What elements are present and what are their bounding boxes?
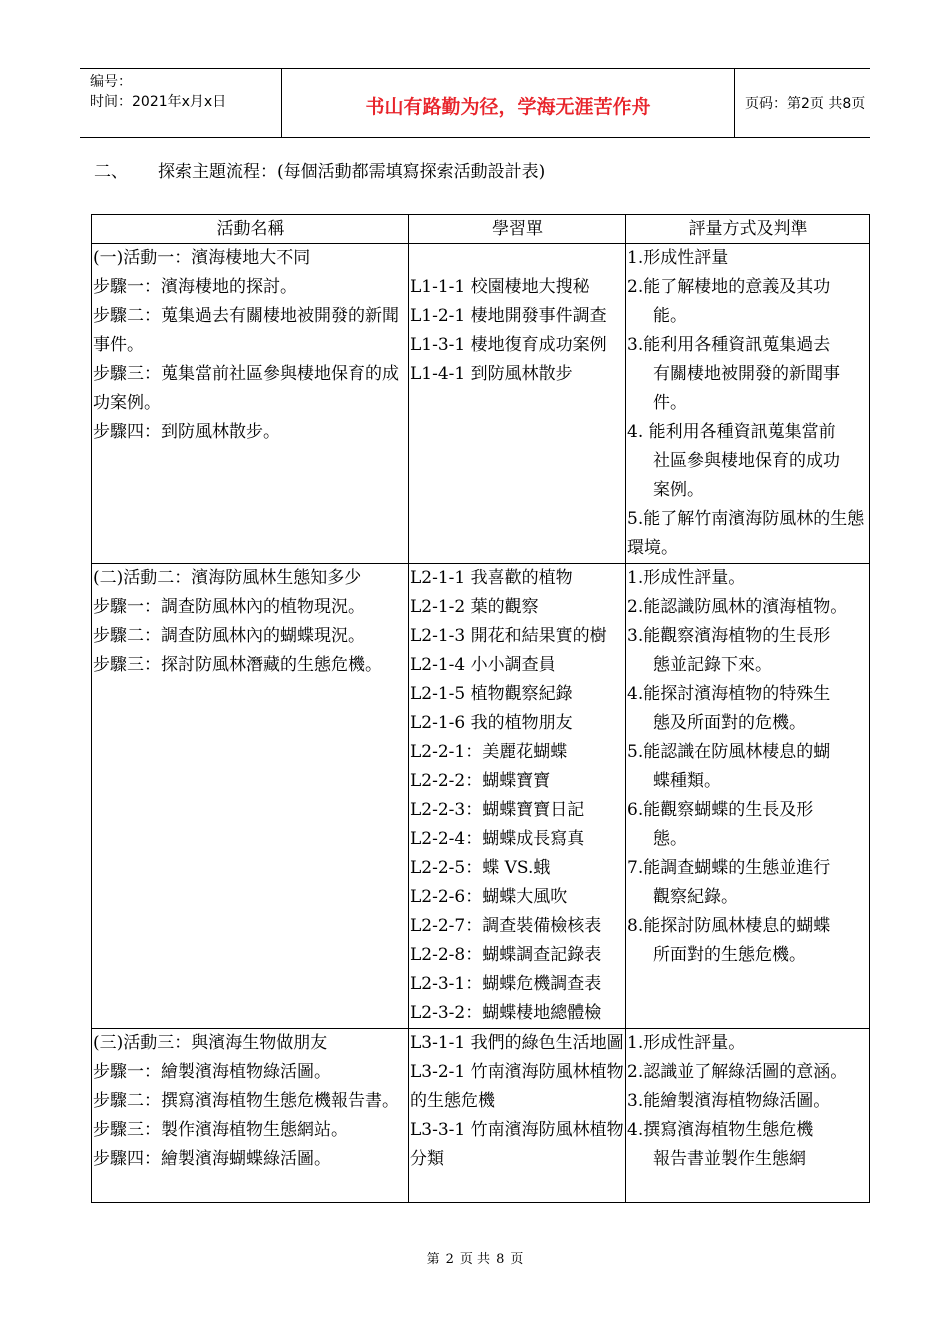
table-row [92,1029,870,1203]
worksheet-item: L2-2-7：調查裝備檢核表 [410,916,602,936]
worksheet-item: L1-4-1 到防風林散步 [410,364,573,384]
worksheet-cell [409,244,626,564]
activity-step: 步驟一：繪製濱海植物綠活圖。 [93,1062,331,1082]
assessment-item: 3.能繪製濱海植物綠活圖。 [627,1091,831,1111]
section-number: 二、 [94,162,128,182]
assessment-cell [626,244,870,564]
activity-step: 步驟四：到防風林散步。 [93,422,280,442]
activity-cell [92,244,409,564]
worksheet-item: L2-2-2：蝴蝶寶寶 [410,771,551,791]
assessment-item: 2.認識並了解綠活圖的意涵。 [627,1062,848,1082]
worksheet-item: L2-1-1 我喜歡的植物 [410,568,573,588]
assessment-item: 4. 能利用各種資訊蒐集當前 [627,422,836,442]
assessment-item: 3.能利用各種資訊蒐集過去 [627,335,831,355]
activity-title: (一)活動一：濱海棲地大不同 [93,248,311,268]
section-title: 探索主題流程：(每個活動都需填寫探索活動設計表) [158,162,546,182]
assessment-item-cont: 報告書並製作生態網 [653,1149,806,1169]
assessment-item-cont: 能。 [653,306,687,326]
activity-table [91,214,870,1203]
activity-step: 步驟二：撰寫濱海植物生態危機報告書。 [93,1091,399,1111]
assessment-item: 3.能觀察濱海植物的生長形 [627,626,831,646]
assessment-item-cont: 案例。 [653,480,704,500]
assessment-item-cont: 有關棲地被開發的新聞事 [653,364,840,384]
activity-step: 步驟二：蒐集過去有關棲地被開發的新聞事件。 [93,306,399,355]
header-motto-cell [281,69,735,137]
motto: 书山有路勤为径，学海无涯苦作舟 [365,96,651,118]
worksheet-cell [409,564,626,1029]
activity-step: 步驟一：調查防風林內的植物現況。 [93,597,365,617]
worksheet-item: L3-2-1 竹南濱海防風林植物的生態危機 [410,1062,624,1111]
worksheet-item: L2-2-5：蝶 VS.蛾 [410,858,551,878]
activity-step: 步驟三：蒐集當前社區參與棲地保育的成功案例。 [93,364,399,413]
worksheet-item: L3-1-1 我們的綠色生活地圖 [410,1033,624,1053]
worksheet-item: L1-2-1 棲地開發事件調查 [410,306,607,326]
activity-step: 步驟一：濱海棲地的探討。 [93,277,297,297]
assessment-cell [626,1029,870,1203]
assessment-item: 2.能了解棲地的意義及其功 [627,277,831,297]
page-footer [0,1248,950,1267]
assessment-item-cont: 件。 [653,393,687,413]
worksheet-item: L3-3-1 竹南濱海防風林植物分類 [410,1120,624,1169]
activity-title: (三)活動三：與濱海生物做朋友 [93,1033,328,1053]
assessment-item-cont: 社區參與棲地保育的成功 [653,451,840,471]
assessment-item: 2.能認識防風林的濱海植物。 [627,597,848,617]
assessment-item: 4.能探討濱海植物的特殊生 [627,684,831,704]
assessment-item: 5.能了解竹南濱海防風林的生態環境。 [627,509,865,558]
header-meta-cell [80,69,281,137]
column-header-worksheet: 學習單 [409,215,626,244]
worksheet-item: L2-1-3 開花和結果實的樹 [410,626,607,646]
footer-total-pages: 8 [496,1252,505,1267]
document-date: 时间：2021年x月x日 [90,94,227,110]
assessment-item: 4.撰寫濱海植物生態危機 [627,1120,814,1140]
assessment-item-cont: 觀察紀錄。 [653,887,738,907]
assessment-item: 8.能探討防風林棲息的蝴蝶 [627,916,831,936]
activity-step: 步驟四：繪製濱海蝴蝶綠活圖。 [93,1149,331,1169]
worksheet-item: L2-1-5 植物觀察紀錄 [410,684,573,704]
footer-middle: 页 共 [459,1252,491,1267]
assessment-item: 1.形成性評量。 [627,568,746,588]
worksheet-item: L2-3-1：蝴蝶危機調查表 [410,974,602,994]
column-header-assessment: 評量方式及判準 [626,215,870,244]
worksheet-item: L2-1-2 葉的觀察 [410,597,539,617]
assessment-item-cont: 態及所面對的危機。 [653,713,806,733]
assessment-item: 6.能觀察蝴蝶的生長及形 [627,800,814,820]
activity-step: 步驟二：調查防風林內的蝴蝶現況。 [93,626,365,646]
worksheet-item: L1-3-1 棲地復育成功案例 [410,335,607,355]
table-header-row [92,215,870,244]
assessment-cell [626,564,870,1029]
worksheet-cell [409,1029,626,1203]
footer-suffix: 页 [510,1252,524,1267]
worksheet-item: L2-1-6 我的植物朋友 [410,713,573,733]
assessment-item: 7.能調查蝴蝶的生態並進行 [627,858,831,878]
document-number: 编号： [90,74,132,90]
document-header [80,68,870,138]
assessment-item: 1.形成性評量 [627,248,729,268]
footer-prefix: 第 [426,1252,440,1267]
worksheet-item: L2-2-3：蝴蝶寶寶日記 [410,800,585,820]
assessment-item-cont: 態並記錄下來。 [653,655,772,675]
assessment-item-cont: 態。 [653,829,687,849]
activity-step: 步驟三：製作濱海植物生態網站。 [93,1120,348,1140]
assessment-item: 1.形成性評量。 [627,1033,746,1053]
activity-cell [92,564,409,1029]
activity-title: (二)活動二：濱海防風林生態知多少 [93,568,362,588]
worksheet-item: L2-2-1：美麗花蝴蝶 [410,742,568,762]
worksheet-item: L2-2-6：蝴蝶大風吹 [410,887,568,907]
worksheet-item: L2-2-8：蝴蝶調查記錄表 [410,945,602,965]
assessment-item: 5.能認識在防風林棲息的蝴 [627,742,831,762]
column-header-activity: 活動名稱 [92,215,409,244]
worksheet-item: L1-1-1 校園棲地大搜秘 [410,277,590,297]
assessment-item-cont: 蝶種類。 [653,771,721,791]
table-row [92,564,870,1029]
table-row [92,244,870,564]
worksheet-item: L2-3-2：蝴蝶棲地總體檢 [410,1003,602,1023]
worksheet-item: L2-1-4 小小調查員 [410,655,556,675]
activity-cell [92,1029,409,1203]
header-page-cell [735,69,870,137]
footer-page-number: 2 [445,1252,454,1267]
assessment-item-cont: 所面對的生態危機。 [653,945,806,965]
page-number-label: 页码：第2页 共8页 [745,96,866,112]
activity-step: 步驟三：探討防風林潛藏的生態危機。 [93,655,382,675]
worksheet-item: L2-2-4：蝴蝶成長寫真 [410,829,585,849]
section-heading [94,160,545,184]
